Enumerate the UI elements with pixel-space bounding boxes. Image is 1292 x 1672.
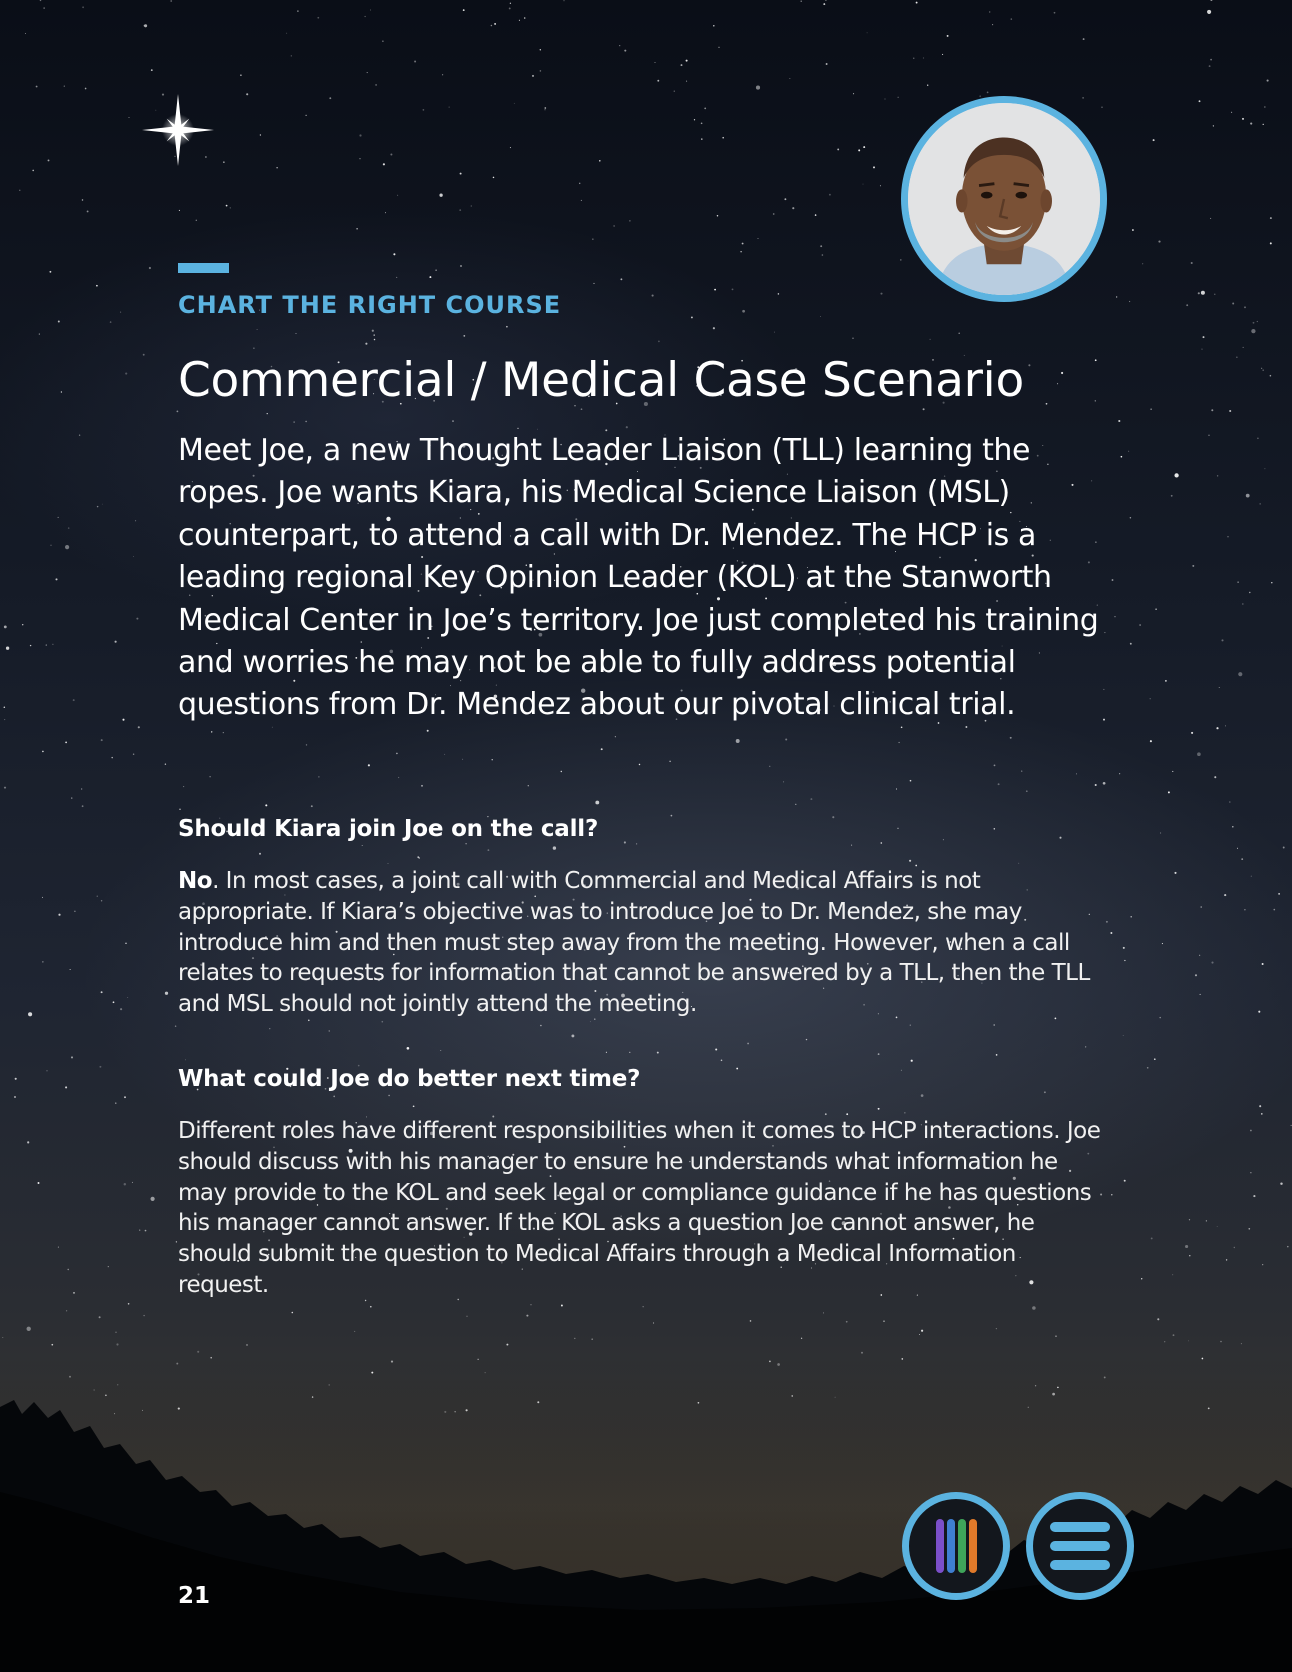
question-heading-2: What could Joe do better next time? <box>178 1066 641 1092</box>
compass-star-icon <box>140 92 216 168</box>
menu-button[interactable] <box>1026 1492 1134 1600</box>
page-title: Commercial / Medical Case Scenario <box>178 353 1024 408</box>
answer-paragraph-1 <box>178 866 1108 1020</box>
answer-text-1: . In most cases, a joint call with Commercial and Medical Affairs is not appropriate. If Kiara’s objective was to introduce Joe to Dr. Mendez, she may introduce him and then must step away from the meeting. However, when a call relates to requests for information that cannot be answered by a TLL, then the TLL and MSL should not jointly attend the meeting. <box>178 868 1090 1018</box>
book-spines-icon <box>909 1499 1003 1593</box>
answer-lead-no: No <box>178 868 213 894</box>
profile-photo <box>901 96 1107 302</box>
person-portrait-icon <box>908 103 1100 295</box>
accent-bar <box>178 263 229 273</box>
question-heading-1: Should Kiara join Joe on the call? <box>178 816 599 842</box>
page-number: 21 <box>178 1583 211 1609</box>
hamburger-menu-icon <box>1033 1499 1127 1593</box>
section-eyebrow: CHART THE RIGHT COURSE <box>178 291 562 319</box>
answer-paragraph-2: Different roles have different responsibilities when it comes to HCP interactions. Joe should discuss with his manager to ensure he understands what information he may provide to the KOL and seek legal or compliance guidance if he has questions his manager cannot answer. If the KOL asks a question Joe cannot answer, he should submit the question to Medical Affairs through a Medical Information request. <box>178 1118 1101 1298</box>
intro-paragraph: Meet Joe, a new Thought Leader Liaison (TLL) learning the ropes. Joe wants Kiara, his Medical Science Liaison (MSL) counterpart, to attend a call with Dr. Mendez. The HCP is a leading regional Key Opinion Leader (KOL) at the Stanworth Medical Center in Joe’s territory. Joe just completed his training and worries he may not be able to fully address potential questions from Dr. Mendez about our pivotal clinical trial. <box>178 433 1099 723</box>
contents-button[interactable] <box>902 1492 1010 1600</box>
